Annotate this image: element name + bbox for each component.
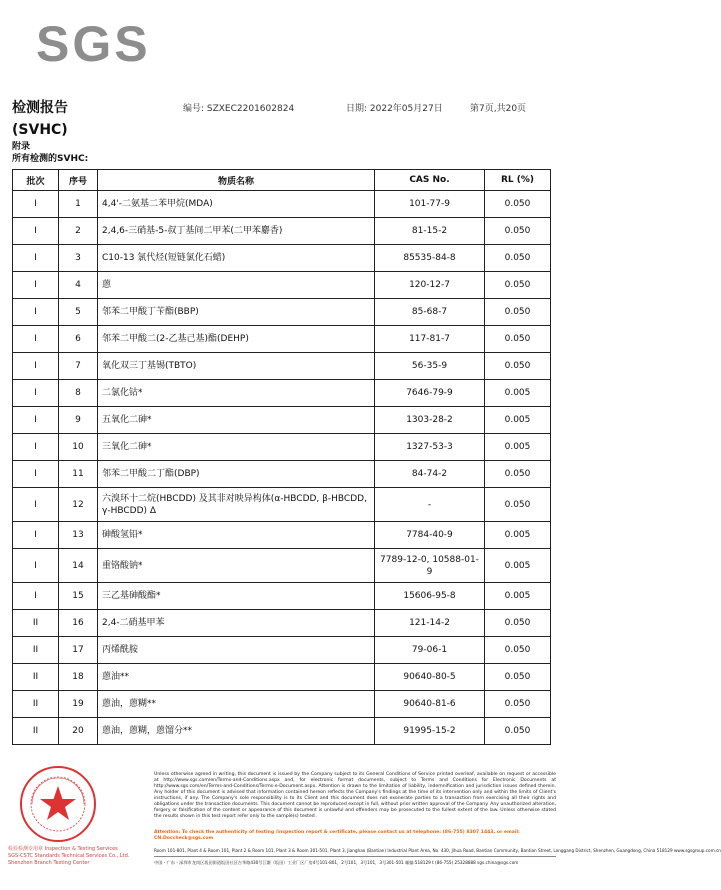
row-cas: 120-12-7 [375, 272, 485, 299]
table-row [13, 610, 551, 637]
row-substance: 砷酸氢铅* [98, 522, 375, 549]
row-substance: 蒽油** [98, 664, 375, 691]
row-rl: 0.050 [485, 610, 551, 637]
table-row [13, 353, 551, 380]
table-row [13, 434, 551, 461]
row-substance: 三氧化二砷* [98, 434, 375, 461]
row-substance: 2,4,6-三硝基-5-叔丁基间二甲苯(二甲苯麝香) [98, 218, 375, 245]
row-substance: 丙烯酰胺 [98, 637, 375, 664]
row-substance: 邻苯二甲酸二丁酯(DBP) [98, 461, 375, 488]
row-seq: 2 [59, 218, 98, 245]
row-batch: II [13, 691, 59, 718]
row-rl: 0.050 [485, 326, 551, 353]
row-rl: 0.050 [485, 299, 551, 326]
row-seq: 15 [59, 583, 98, 610]
row-seq: 20 [59, 718, 98, 745]
row-batch: I [13, 461, 59, 488]
row-batch: II [13, 718, 59, 745]
row-seq: 18 [59, 664, 98, 691]
row-rl: 0.050 [485, 218, 551, 245]
row-rl: 0.050 [485, 664, 551, 691]
row-substance: 五氧化二砷* [98, 407, 375, 434]
row-batch: I [13, 272, 59, 299]
row-cas: 56-35-9 [375, 353, 485, 380]
row-batch: I [13, 583, 59, 610]
row-seq: 17 [59, 637, 98, 664]
row-cas: 91995-15-2 [375, 718, 485, 745]
table-row [13, 407, 551, 434]
row-seq: 1 [59, 191, 98, 218]
row-rl: 0.050 [485, 461, 551, 488]
table-row [13, 583, 551, 610]
row-rl: 0.005 [485, 583, 551, 610]
row-cas: 15606-95-8 [375, 583, 485, 610]
authenticity-notice: Attention: To check the authenticity of testing /inspection report & certificate, please contact us at telephone: (86-755) 8307 1443, or email: CN.Doccheck@sgs.com [154, 830, 520, 841]
col-cas-header: CAS No. [375, 170, 485, 191]
row-batch: II [13, 664, 59, 691]
table-header-row [13, 170, 551, 191]
row-seq: 8 [59, 380, 98, 407]
table-row [13, 299, 551, 326]
col-substance-header: 物质名称 [98, 170, 375, 191]
table-row [13, 380, 551, 407]
row-rl: 0.050 [485, 191, 551, 218]
row-batch: II [13, 637, 59, 664]
table-row [13, 245, 551, 272]
row-substance: 4,4'-二氨基二苯甲烷(MDA) [98, 191, 375, 218]
row-cas: 79-06-1 [375, 637, 485, 664]
row-substance: 六溴环十二烷(HBCDD) 及其非对映异构体(α-HBCDD, β-HBCDD, γ-HBCDD) Δ [98, 488, 375, 522]
table-row [13, 718, 551, 745]
row-batch: I [13, 380, 59, 407]
row-rl: 0.050 [485, 718, 551, 745]
seal-text: 检验检测专用章 Inspection & Testing Services [8, 846, 118, 852]
row-seq: 3 [59, 245, 98, 272]
legal-disclaimer: Unless otherwise agreed in writing, this document is issued by the Company subject to its General Conditions of Service printed overleaf, available on request or accessible at http://www.sgs.com/en/Terms-and-Conditions.aspx and, for electronic format documents, subject to Terms and Conditions for Electronic Documents at http://www.sgs.com/en/Terms-and-Conditions/Terms-e-Document.aspx. Attention is drawn to the limitation of liability, indemnification and jurisdiction issues defined therein. Any holder of this document is advised that information contained hereon reflects the Company's findings at the time of its intervention only and within the limits of Client's instructions, if any. The Company's sole responsibility is to its Client and this document does not exonerate parties to a transaction from exercising all their rights and obligations under the transaction documents. This document cannot be reproduced except in full, without prior written approval of the Company. Any unauthorized alteration, forgery or falsification of the content or appearance of this document is unlawful and offenders may be prosecuted to the fullest extent of the law. Unless otherwise stated the results shown in this test report refer only to the sample(s) tested . [154, 772, 556, 819]
table-row [13, 488, 551, 522]
lab-name: SGS-CSTC Standards Technical Services Co., Ltd. Shenzhen Branch Testing Center [8, 853, 130, 866]
row-cas: - [375, 488, 485, 522]
appendix-label: 附录 [12, 142, 31, 152]
row-cas: 1303-28-2 [375, 407, 485, 434]
svhc-scope-label: 所有检测的SVHC: [12, 154, 89, 164]
row-cas: 7789-12-0, 10588-01-9 [375, 549, 485, 583]
row-cas: 7646-79-9 [375, 380, 485, 407]
row-batch: I [13, 326, 59, 353]
row-batch: I [13, 434, 59, 461]
address-cn: 中国・广东・深圳市龙岗区坂田街道坂田社区吉华路430号江灏（坂田）工业厂区厂房4号101-801，2号101，3号101，3号301-501 邮编:518129 t (86-755) 25328888 sgs.china@sgs.com [154, 860, 519, 865]
row-substance: 2,4-二硝基甲苯 [98, 610, 375, 637]
page-indicator: 第7页,共20页 [470, 104, 527, 114]
row-batch: I [13, 299, 59, 326]
col-rl-header: RL (%) [485, 170, 551, 191]
row-batch: II [13, 610, 59, 637]
row-substance: 重铬酸钠* [98, 549, 375, 583]
row-batch: I [13, 191, 59, 218]
row-batch: I [13, 488, 59, 522]
row-batch: I [13, 407, 59, 434]
table-row [13, 637, 551, 664]
svhc-table [12, 169, 551, 745]
row-rl: 0.005 [485, 380, 551, 407]
row-cas: 101-77-9 [375, 191, 485, 218]
table-row [13, 326, 551, 353]
row-seq: 12 [59, 488, 98, 522]
table-body [13, 191, 551, 745]
row-seq: 14 [59, 549, 98, 583]
row-cas: 90640-81-6 [375, 691, 485, 718]
row-seq: 4 [59, 272, 98, 299]
row-cas: 85-68-7 [375, 299, 485, 326]
row-batch: I [13, 522, 59, 549]
row-substance: 邻苯二甲酸二(2-乙基己基)酯(DEHP) [98, 326, 375, 353]
row-substance: 氧化双三丁基锡(TBTO) [98, 353, 375, 380]
report-number: 编号: SZXEC2201602824 [183, 104, 295, 114]
row-rl: 0.050 [485, 691, 551, 718]
row-rl: 0.005 [485, 549, 551, 583]
row-seq: 16 [59, 610, 98, 637]
row-substance: 三乙基砷酸酯* [98, 583, 375, 610]
col-seq-header: 序号 [59, 170, 98, 191]
sgs-logo: SGS [36, 16, 151, 72]
row-substance: 二氯化钴* [98, 380, 375, 407]
row-cas: 1327-53-3 [375, 434, 485, 461]
row-rl: 0.005 [485, 522, 551, 549]
report-date: 日期: 2022年05月27日 [346, 104, 443, 114]
row-seq: 10 [59, 434, 98, 461]
row-rl: 0.050 [485, 488, 551, 522]
row-batch: I [13, 245, 59, 272]
row-substance: C10-13 氯代烃(短链氯化石蜡) [98, 245, 375, 272]
row-cas: 84-74-2 [375, 461, 485, 488]
table-row [13, 549, 551, 583]
footer-divider [154, 856, 556, 857]
row-rl: 0.005 [485, 407, 551, 434]
row-substance: 蒽 [98, 272, 375, 299]
row-substance: 蒽油，蒽糊** [98, 691, 375, 718]
row-seq: 7 [59, 353, 98, 380]
row-seq: 6 [59, 326, 98, 353]
report-subtitle: (SVHC) [12, 122, 68, 138]
row-cas: 121-14-2 [375, 610, 485, 637]
table-row [13, 272, 551, 299]
row-cas: 7784-40-9 [375, 522, 485, 549]
row-rl: 0.050 [485, 637, 551, 664]
table-row [13, 218, 551, 245]
report-title: 检测报告 [12, 100, 68, 116]
row-batch: I [13, 353, 59, 380]
row-substance: 蒽油，蒽糊，蒽馏分** [98, 718, 375, 745]
row-seq: 19 [59, 691, 98, 718]
seal-caption [8, 846, 138, 867]
row-seq: 5 [59, 299, 98, 326]
row-seq: 11 [59, 461, 98, 488]
col-batch-header: 批次 [13, 170, 59, 191]
table-row [13, 522, 551, 549]
row-cas: 90640-80-5 [375, 664, 485, 691]
table-row [13, 191, 551, 218]
row-cas: 81-15-2 [375, 218, 485, 245]
row-cas: 117-81-7 [375, 326, 485, 353]
row-rl: 0.005 [485, 434, 551, 461]
table-row [13, 461, 551, 488]
table-row [13, 664, 551, 691]
address-en: Room 101-801, Plant 4 & Room 101, Plant 2 & Room 101, Plant 3 & Room 301-501, Plant 3, Jianghao (Bantian) Industrial Plant Area, No. 430, Jihua Road, Bantian Community, Bantian Street, Longgang District, Shenzhen, Guangdong, China 518129 www.sgsgroup.com.cn [154, 848, 721, 853]
page-footer [0, 760, 721, 890]
row-rl: 0.050 [485, 245, 551, 272]
inspection-seal-stamp [18, 764, 98, 844]
row-rl: 0.050 [485, 272, 551, 299]
row-seq: 13 [59, 522, 98, 549]
table-row [13, 691, 551, 718]
row-batch: I [13, 218, 59, 245]
row-cas: 85535-84-8 [375, 245, 485, 272]
row-substance: 邻苯二甲酸丁苄酯(BBP) [98, 299, 375, 326]
row-rl: 0.050 [485, 353, 551, 380]
row-batch: I [13, 549, 59, 583]
row-seq: 9 [59, 407, 98, 434]
